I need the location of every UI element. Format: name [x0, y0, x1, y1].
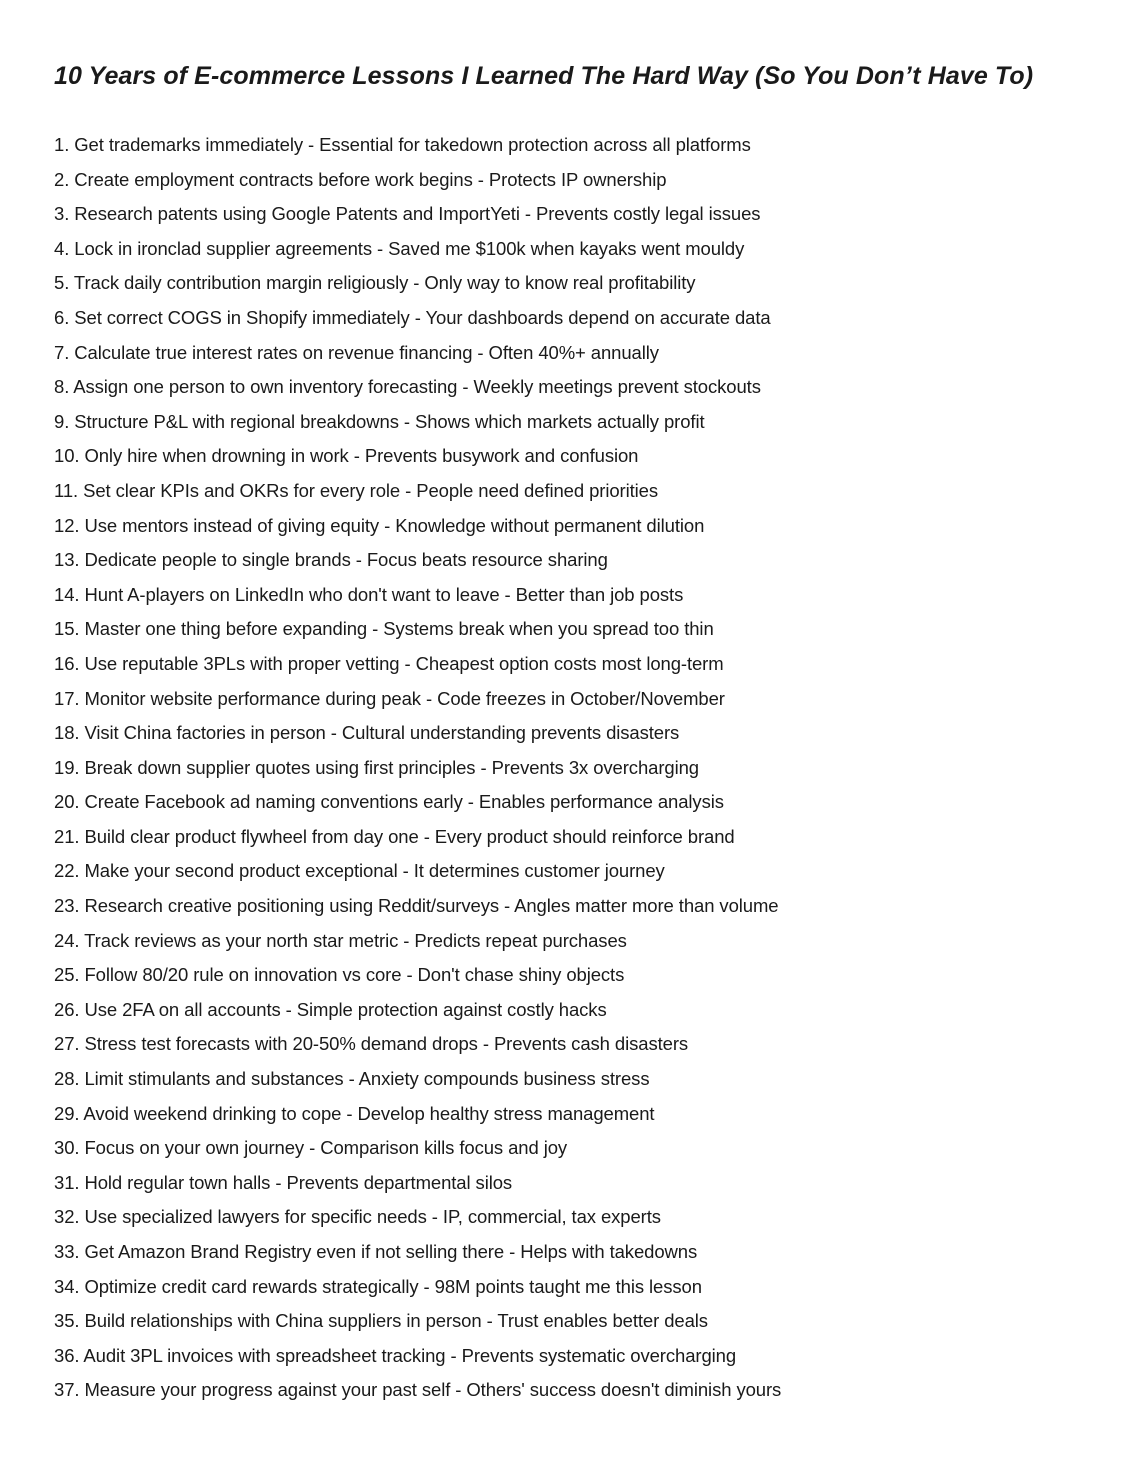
list-item: 26. Use 2FA on all accounts - Simple protection against costly hacks [54, 998, 607, 1020]
list-item: 6. Set correct COGS in Shopify immediately - Your dashboards depend on accurate data [54, 306, 771, 328]
list-item: 20. Create Facebook ad naming conventions early - Enables performance analysis [54, 791, 724, 813]
list-item: 19. Break down supplier quotes using first principles - Prevents 3x overcharging [54, 756, 699, 778]
list-item: 10. Only hire when drowning in work - Prevents busywork and confusion [54, 445, 639, 467]
list-item: 7. Calculate true interest rates on revenue financing - Often 40%+ annually [54, 341, 659, 363]
list-item: 12. Use mentors instead of giving equity - Knowledge without permanent dilution [54, 514, 705, 536]
list-item: 18. Visit China factories in person - Cultural understanding prevents disasters [54, 722, 680, 744]
list-item: 4. Lock in ironclad supplier agreements - Saved me $100k when kayaks went mouldy [54, 237, 745, 259]
list-item: 29. Avoid weekend drinking to cope - Develop healthy stress management [54, 1102, 655, 1124]
list-item: 15. Master one thing before expanding - Systems break when you spread too thin [54, 618, 714, 640]
list-item: 22. Make your second product exceptional - It determines customer journey [54, 860, 665, 882]
list-item: 11. Set clear KPIs and OKRs for every role - People need defined priorities [54, 479, 659, 501]
list-item: 23. Research creative positioning using Reddit/surveys - Angles matter more than volume [54, 895, 779, 917]
document-title: 10 Years of E-commerce Lessons I Learned The Hard Way (So You Don’t Have To) [54, 62, 1034, 90]
list-item: 35. Build relationships with China suppliers in person - Trust enables better deals [54, 1310, 708, 1332]
list-item: 5. Track daily contribution margin religiously - Only way to know real profitability [54, 272, 696, 294]
list-item: 8. Assign one person to own inventory forecasting - Weekly meetings prevent stockouts [54, 376, 761, 398]
list-item: 32. Use specialized lawyers for specific needs - IP, commercial, tax experts [54, 1206, 661, 1228]
list-item: 34. Optimize credit card rewards strategically - 98M points taught me this lesson [54, 1275, 702, 1297]
list-item: 33. Get Amazon Brand Registry even if not selling there - Helps with takedowns [54, 1241, 698, 1262]
list-item: 2. Create employment contracts before work begins - Protects IP ownership [54, 168, 667, 190]
lessons-list [54, 128, 781, 1408]
list-item: 27. Stress test forecasts with 20-50% demand drops - Prevents cash disasters [54, 1033, 689, 1055]
list-item: 21. Build clear product flywheel from day one - Every product should reinforce brand [54, 825, 735, 847]
list-item: 28. Limit stimulants and substances - Anxiety compounds business stress [54, 1068, 650, 1090]
list-item: 37. Measure your progress against your past self - Others' success doesn't diminish yours [54, 1379, 782, 1401]
list-item: 13. Dedicate people to single brands - Focus beats resource sharing [54, 549, 608, 571]
list-item: 24. Track reviews as your north star metric - Predicts repeat purchases [54, 929, 627, 951]
list-item: 31. Hold regular town halls - Prevents departmental silos [54, 1171, 513, 1193]
list-item: 30. Focus on your own journey - Comparison kills focus and joy [54, 1137, 568, 1159]
list-item: 16. Use reputable 3PLs with proper vetting - Cheapest option costs most long-term [54, 652, 724, 674]
list-item: 9. Structure P&L with regional breakdowns - Shows which markets actually profit [54, 410, 705, 432]
list-item: 1. Get trademarks immediately - Essential for takedown protection across all platforms [54, 134, 751, 155]
list-item: 17. Monitor website performance during peak - Code freezes in October/November [54, 687, 725, 709]
list-item: 3. Research patents using Google Patents and ImportYeti - Prevents costly legal issues [54, 203, 761, 225]
list-item: 14. Hunt A-players on LinkedIn who don't want to leave - Better than job posts [54, 583, 684, 605]
list-item: 36. Audit 3PL invoices with spreadsheet tracking - Prevents systematic overcharging [54, 1344, 737, 1366]
list-item: 25. Follow 80/20 rule on innovation vs core - Don't chase shiny objects [54, 964, 625, 986]
